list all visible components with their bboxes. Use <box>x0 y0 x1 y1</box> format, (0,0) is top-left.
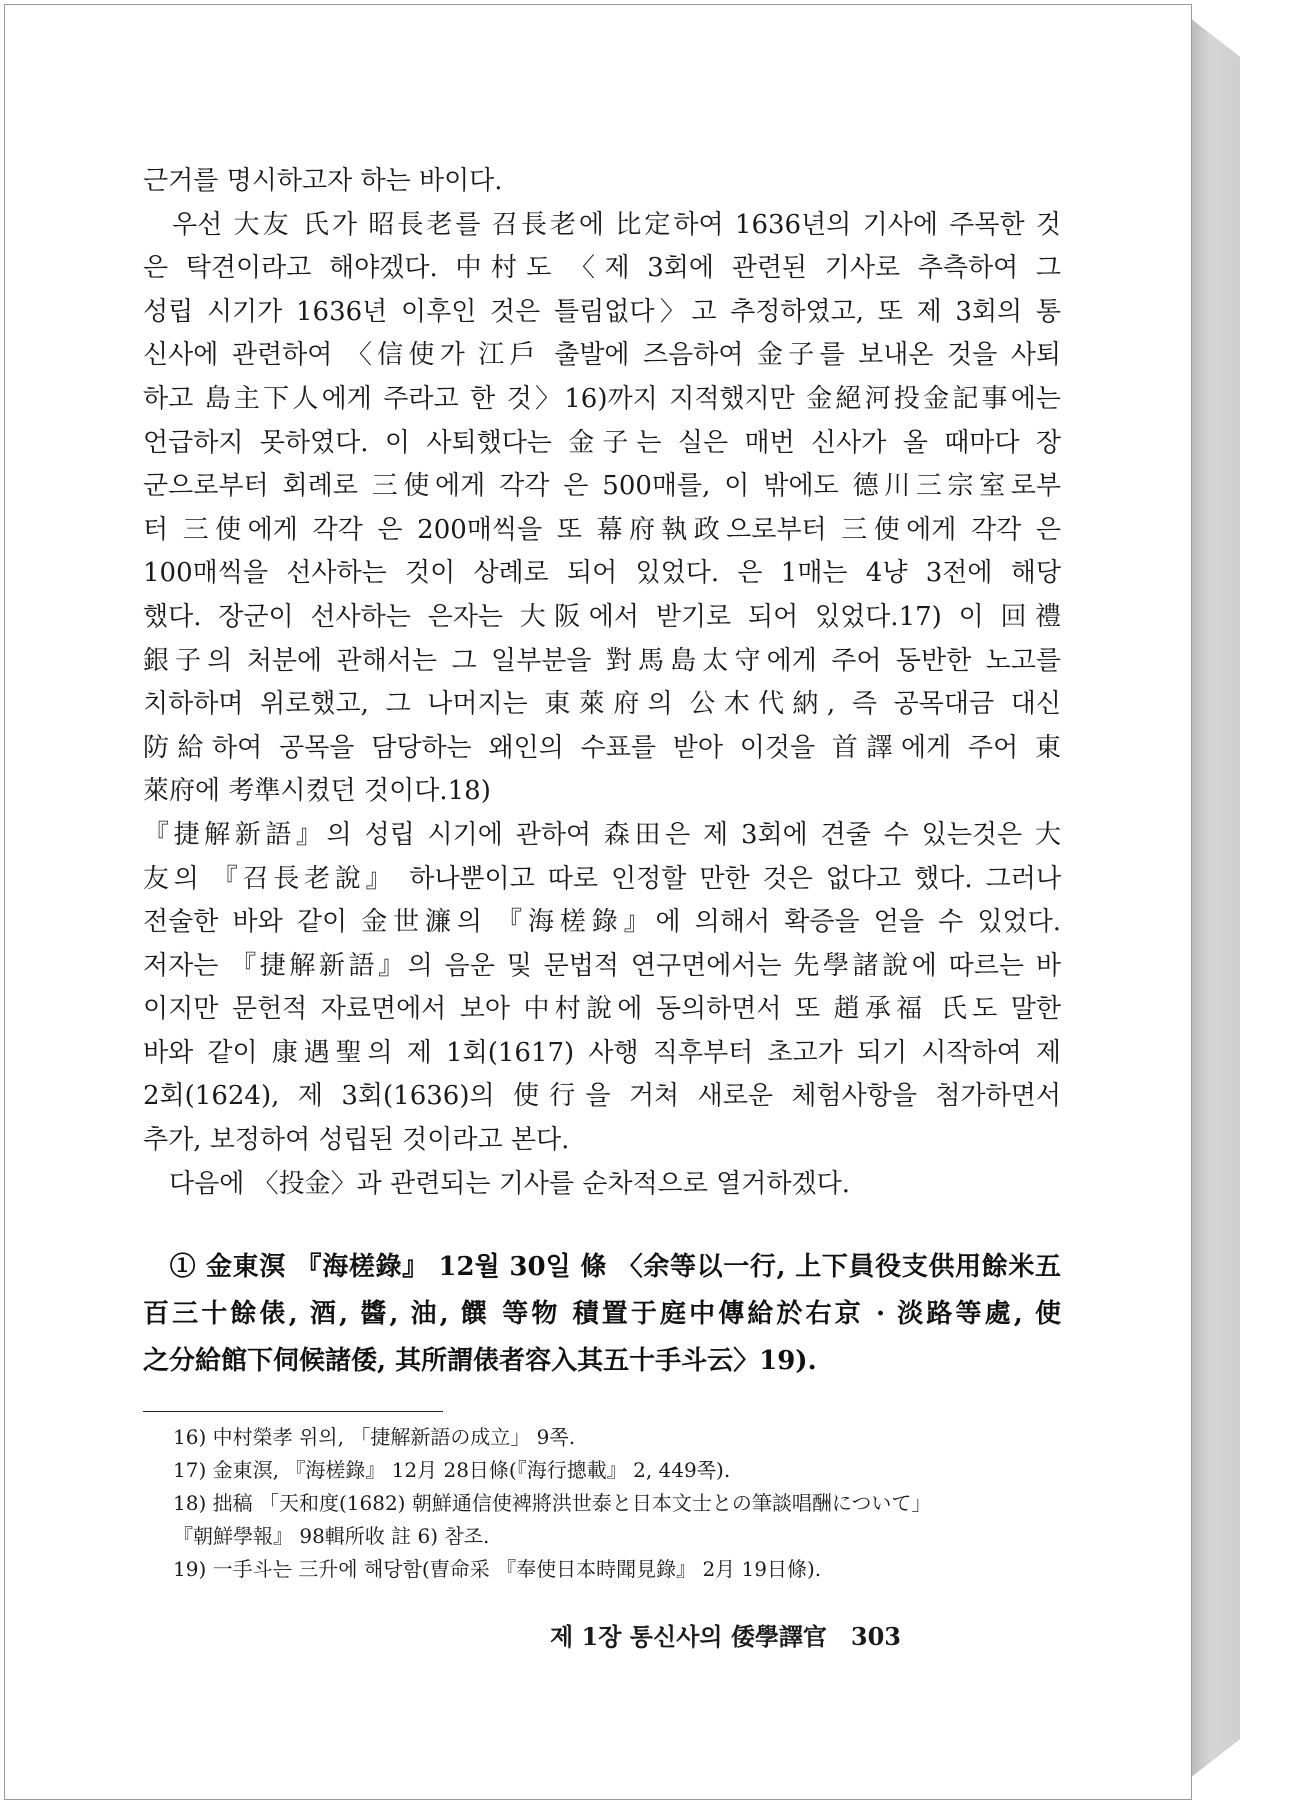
footnote: 17) 金東溟, 『海槎錄』 12月 28日條(『海行摠載』 2, 449쪽). <box>173 1458 731 1482</box>
quoted-passage <box>143 1244 1061 1385</box>
text-line: 추가, 보정하여 성립된 것이라고 본다. <box>143 1125 570 1156</box>
text-line: 신사에 관련하여 〈信使가 江戶 출발에 즈음하여 金子를 보내온 것을 사퇴 <box>143 340 1061 371</box>
text-line: 우선 大友 氏가 昭長老를 召長老에 比定하여 1636년의 기사에 주목한 것 <box>143 209 1061 240</box>
text-line: 萊府에 考準시켰던 것이다.18) <box>143 776 491 807</box>
text-line: 전술한 바와 같이 金世濂의 『海槎錄』에 의해서 확증을 얻을 수 있었다. <box>143 907 1061 938</box>
text-line: 바와 같이 康遇聖의 제 1회(1617) 사행 직후부터 초고가 되기 시작하여 제 <box>143 1037 1061 1068</box>
footnote: 19) 一手斗는 三升에 해당함(曺命采 『奉使日本時聞見錄』 2月 19日條). <box>173 1557 822 1581</box>
text-line: 防給하여 공목을 담당하는 왜인의 수표를 받아 이것을 首譯에게 주어 東 <box>143 732 1061 763</box>
text-line: 은 탁견이라고 해야겠다. 中村도 〈제 3회에 관련된 기사로 추측하여 그 <box>143 253 1061 284</box>
text-line: 『捷解新語』의 성립 시기에 관하여 森田은 제 3회에 견줄 수 있는것은 大 <box>143 819 1061 850</box>
page-number: 303 <box>850 1622 901 1651</box>
page-edge-shadow <box>1190 18 1240 1778</box>
quote-line: 之分給館下伺候諸倭, 其所謂俵者容入其五十手斗云〉19). <box>143 1346 817 1376</box>
text-line: 했다. 장군이 선사하는 은자는 大阪에서 받기로 되어 있었다.17) 이 回禮 <box>143 601 1061 632</box>
text-line: 근거를 명시하고자 하는 바이다. <box>143 166 503 196</box>
text-line: 치하하며 위로했고, 그 나머지는 東萊府의 公木代納, 즉 공목대금 대신 <box>143 689 1061 720</box>
footnotes <box>173 1421 1063 1586</box>
text-line: 터 三使에게 각각 은 200매씩을 또 幕府執政으로부터 三使에게 각각 은 <box>143 514 1061 545</box>
footnote: 18) 拙稿 「天和度(1682) 朝鮮通信使裨將洪世泰と日本文士との筆談唱酬について」 <box>173 1491 932 1515</box>
text-line: 100매씩을 선사하는 것이 상례로 되어 있었다. 은 1매는 4냥 3전에 해당 <box>143 558 1061 589</box>
text-line: 이지만 문헌적 자료면에서 보아 中村說에 동의하면서 또 趙承福 氏도 말한 <box>143 994 1061 1025</box>
text-line: 군으로부터 회례로 三使에게 각각 은 500매를, 이 밖에도 德川三宗室로부 <box>143 471 1061 502</box>
text-line: 언급하지 못하였다. 이 사퇴했다는 金子는 실은 매번 신사가 올 때마다 장 <box>143 427 1061 458</box>
running-footer <box>550 1617 901 1652</box>
text-line: 저자는 『捷解新語』의 음운 및 문법적 연구면에서는 先學諸說에 따르는 바 <box>143 950 1061 981</box>
chapter-title: 제 1장 통신사의 倭學譯官 <box>550 1622 827 1651</box>
main-text <box>143 160 1061 1206</box>
text-line: 성립 시기가 1636년 이후인 것은 틀림없다〉고 추정하였고, 또 제 3회의 통 <box>143 296 1061 327</box>
page-sheet <box>4 4 1192 1800</box>
quote-line: 百三十餘俵, 酒, 醬, 油, 饌 等物 積置于庭中傳給於右京 · 淡路等處, 使 <box>143 1299 1061 1329</box>
text-line: 다음에 〈投金〉과 관련되는 기사를 순차적으로 열거하겠다. <box>143 1168 851 1199</box>
text-line: 2회(1624), 제 3회(1636)의 使行을 거쳐 새로운 체험사항을 첨가하면서 <box>143 1081 1061 1112</box>
footnote: 『朝鮮學報』 98輯所收 註 6) 참조. <box>173 1524 490 1548</box>
text-line: 하고 島主下人에게 주라고 한 것〉16)까지 지적했지만 金絕河投金記事에는 <box>143 383 1061 414</box>
footnote-divider <box>143 1411 443 1412</box>
quote-line: ① 金東溟 『海槎錄』 12월 30일 條 〈余等以一行, 上下員役支供用餘米五 <box>143 1252 1061 1282</box>
text-line: 銀子의 처분에 관해서는 그 일부분을 對馬島太守에게 주어 동반한 노고를 <box>143 645 1061 676</box>
text-line: 友의 『召長老說』 하나뿐이고 따로 인정할 만한 것은 없다고 했다. 그러나 <box>143 863 1061 894</box>
footnote: 16) 中村榮孝 위의, 「捷解新語の成立」 9쪽. <box>173 1425 576 1449</box>
